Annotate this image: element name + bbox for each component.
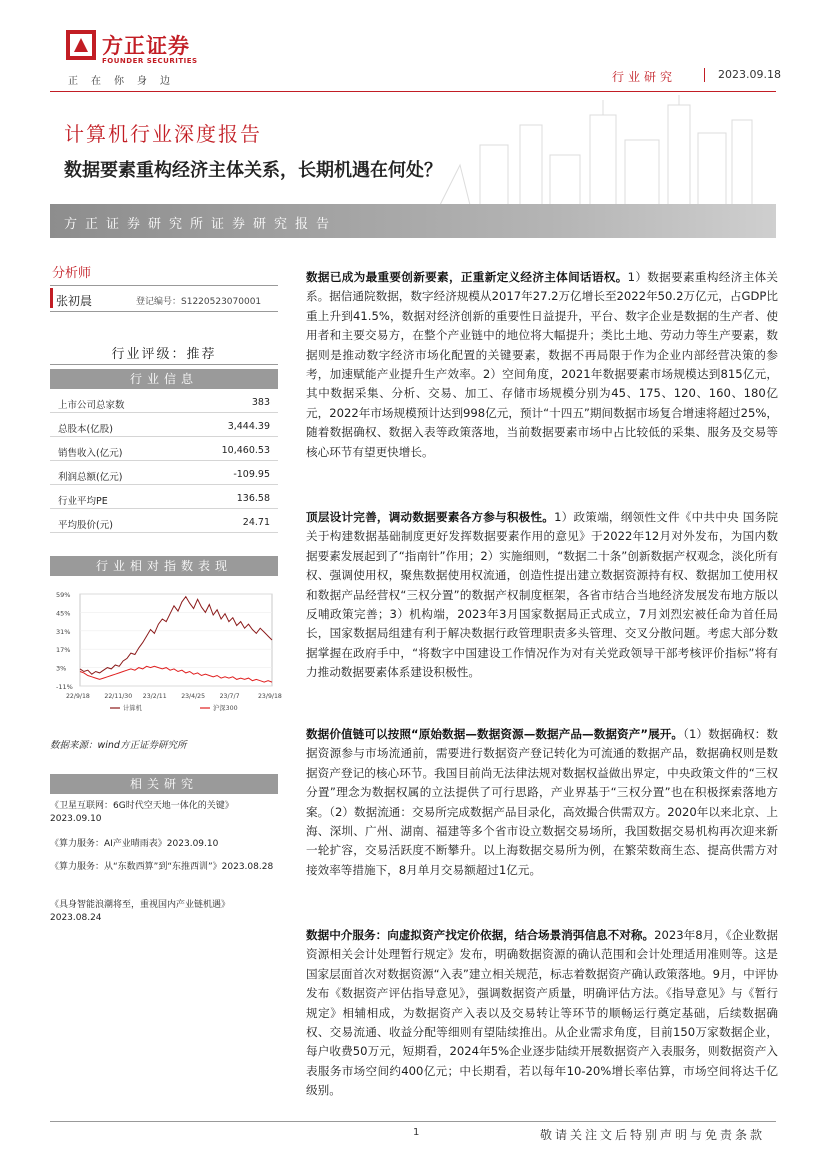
body-paragraph bbox=[306, 725, 778, 880]
info-row bbox=[50, 415, 278, 437]
related-report[interactable]: 《具身智能浪潮将至，重视国内产业链机遇》2023.08.24 bbox=[50, 900, 231, 923]
brand-logo bbox=[66, 28, 206, 87]
body-paragraph bbox=[306, 508, 778, 683]
paragraph-text: 2023年8月，《企业数据资源相关会计处理暂行规定》发布，明确数据资源的确认范围和会计处理适用准则等。这是国家层面首次对数据资源“入表”建立相关规范，标志着数据资产确认政策落地。9月，中评协发布《数据资产评估指导意见》，强调数据资产质量，明确评估方法。《指导意见》与《暂行规定》相辅相成，为数据资产入表以及交易转让等环节的顺畅运行奠定基础，后续数据确权、交易流通、收益分配等细则有望陆续推出。从企业需求角度，目前150万家数据企业，每户收费50万元，短期看，2024年5%企业逐步陆续开展数据资产入表服务，则数据资产入表服务市场空间约400亿元；中长期看，若以每年10-20%增长率估算，市场空间将达千亿级别。 bbox=[306, 928, 778, 1098]
index-chart-title: 行业相对指数表现 bbox=[50, 556, 278, 576]
industry-info-title: 行业信息 bbox=[50, 369, 278, 389]
paragraph-lead: 数据中介服务：向虚拟资产找定价依据，结合场景消弭信息不对称。 bbox=[306, 928, 655, 942]
x-tick-label: 23/9/18 bbox=[258, 693, 282, 700]
related-report[interactable]: 《卫星互联网：6G时代空天地一体化的关键》2023.09.10 bbox=[50, 801, 234, 824]
chart-source: 数据来源：wind方正证券研究所 bbox=[50, 740, 187, 751]
brand-name: 方正证券 bbox=[102, 34, 190, 58]
analyst-accent-bar bbox=[50, 288, 53, 308]
footer-divider bbox=[50, 1121, 776, 1122]
info-value: 136.58 bbox=[236, 493, 270, 504]
info-value: -109.95 bbox=[233, 469, 270, 480]
legend-label: 计算机 bbox=[123, 705, 142, 712]
skyline-illustration bbox=[400, 95, 776, 205]
info-row bbox=[50, 487, 278, 509]
banner-strip-text: 方正证券研究所证券研究报告 bbox=[64, 217, 338, 232]
disclaimer-note: 敬请关注文后特别声明与免责条款 bbox=[540, 1128, 766, 1142]
report-type: 计算机行业深度报告 bbox=[64, 122, 262, 146]
info-value: 10,460.53 bbox=[221, 445, 270, 456]
info-value: 3,444.39 bbox=[227, 421, 270, 432]
y-tick-label: 45% bbox=[56, 609, 71, 618]
info-value: 24.71 bbox=[242, 517, 270, 528]
index-chart bbox=[50, 580, 282, 722]
founder-logo-icon bbox=[66, 30, 96, 60]
y-tick-label: 31% bbox=[56, 627, 71, 636]
series-line-0 bbox=[80, 597, 272, 675]
related-research-title: 相关研究 bbox=[50, 774, 278, 794]
body-paragraph bbox=[306, 926, 778, 1101]
info-key: 销售收入(亿元) bbox=[58, 448, 123, 459]
paragraph-lead: 顶层设计完善，调动数据要素各方参与积极性。 bbox=[306, 510, 555, 524]
y-tick-label: -11% bbox=[56, 683, 73, 691]
header-separator bbox=[704, 68, 705, 82]
y-tick-label: 17% bbox=[56, 646, 71, 655]
x-tick-label: 23/4/25 bbox=[181, 693, 206, 700]
x-tick-label: 23/2/11 bbox=[142, 693, 167, 700]
info-key: 利润总额(亿元) bbox=[58, 472, 123, 483]
analyst-registration: 登记编号：S1220523070001 bbox=[136, 297, 262, 307]
paragraph-text: （1）数据确权：数据资源参与市场流通前，需要进行数据资产登记转化为可流通的数据产品，数据确权则是数据资产登记的核心环节。我国目前尚无法律法规对数据权益做出界定，中央政策文件的“三权分置”理念为数据权属的立法提供了可行思路，产业界基于“三权分置”也在积极探索落地方案。（2）数据流通：交易所完成数据产品目录化，高效撮合供需双方。2020年以来北京、上海、深圳、广州、湖南、福建等多个省市设立数据交易场所，我国数据交易机构再次迎来新一轮扩容，交易活跃度不断攀升。以上海数据交易所为例，在繁荣数商生态、提高供需方对接效率等措施下，8月单月交易额超过1亿元。 bbox=[306, 727, 778, 877]
report-title: 数据要素重构经济主体关系，长期机遇在何处？ bbox=[64, 160, 442, 181]
series-line-1 bbox=[80, 666, 272, 682]
brand-name-en: FOUNDER SECURITIES bbox=[102, 57, 198, 65]
x-tick-label: 22/9/18 bbox=[66, 693, 90, 700]
info-row bbox=[50, 463, 278, 485]
page-number: 1 bbox=[413, 1127, 420, 1138]
info-key: 上市公司总家数 bbox=[58, 400, 125, 411]
info-key: 平均股价(元) bbox=[58, 520, 113, 531]
paragraph-lead: 数据已成为最重要创新要素，正重新定义经济主体间话语权。 bbox=[306, 270, 628, 284]
paragraph-text: 1）政策端，纲领性文件《中共中央 国务院关于构建数据基础制度更好发挥数据要素作用的意见》于2022年12月对外发布，为国内数据要素发展起到了“指南针”作用；2）实施细则，“数据二十条”创新数据产权观念，淡化所有权、强调使用权，聚焦数据使用权流通，创造性提出建立数据资源持有权、数据加工使用权和数据产品经营权“三权分置”的数据产权制度框架，各省市结合当地经济发展发布地方版以反哺政策完善；3）机构端，2023年3月国家数据局正式成立，7月刘烈宏被任命为首任局长，国家数据局组建有利于解决数据行政管理职责多头管理、交叉分散问题。考虑大部分数据掌握在政府手中，“将数字中国建设工作情况作为对有关党政领导干部考核评价指标”将有力推动数据要素体系建设积极性。 bbox=[306, 510, 778, 680]
info-row bbox=[50, 391, 278, 413]
y-tick-label: 3% bbox=[56, 664, 67, 673]
related-report[interactable]: 《算力服务：从“东数西算”到“东推西训”》2023.08.28 bbox=[50, 862, 274, 872]
info-row bbox=[50, 511, 278, 533]
analyst-name: 张初晨 bbox=[56, 294, 93, 308]
paragraph-lead: 数据价值链可以按照“原始数据—数据资源—数据产品—数据资产”展开。 bbox=[306, 727, 684, 741]
info-row bbox=[50, 439, 278, 461]
industry-rating: 行业评级：推荐 bbox=[111, 347, 217, 362]
info-key: 行业平均PE bbox=[58, 496, 108, 507]
brand-slogan: 正在你身边 bbox=[68, 76, 183, 87]
info-value: 383 bbox=[251, 397, 270, 408]
y-tick-label: 59% bbox=[56, 591, 71, 599]
analyst-label: 分析师 bbox=[52, 266, 92, 281]
x-tick-label: 23/7/7 bbox=[219, 693, 240, 700]
info-key: 总股本(亿股) bbox=[58, 424, 113, 435]
report-date: 2023.09.18 bbox=[718, 68, 781, 81]
paragraph-text: 1）数据要素重构经济主体关系。据信通院数据，数字经济规模从2017年27.2万亿增长至2022年50.2万亿元，占GDP比重上升到41.5%，数据对经济创新的重要性日益提升，平台、数字企业是数据的生产者、使用者和主要交易方，在整个产业链中的地位将大幅提升；类比土地、劳动力等生产要素，数据则是推动数字经济市场化配置的关键要素，数据不再局限于作为企业内部经营决策的参考，加速赋能产业提升生产效率。2）空间角度，2021年数据要素市场规模达到815亿元，其中数据采集、分析、交易、加工、存储市场规模分别为45、175、120、160、180亿元，2022年市场规模预计达到998亿元，预计“十四五”期间数据市场复合增速将超过25%，随着数据确权、数据入表等政策落地，当前数据要素市场中占比较低的采集、服务及交易等核心环节有望更快增长。 bbox=[306, 270, 779, 459]
legend-label: 沪深300 bbox=[213, 705, 238, 712]
x-tick-label: 22/11/30 bbox=[104, 693, 133, 700]
related-report[interactable]: 《算力服务：AI产业晴雨表》2023.09.10 bbox=[50, 839, 219, 849]
report-category: 行业研究 bbox=[612, 70, 677, 84]
header-divider bbox=[50, 91, 776, 92]
body-paragraph bbox=[306, 268, 778, 462]
rating-divider bbox=[50, 364, 278, 365]
index-chart-svg bbox=[50, 580, 282, 722]
